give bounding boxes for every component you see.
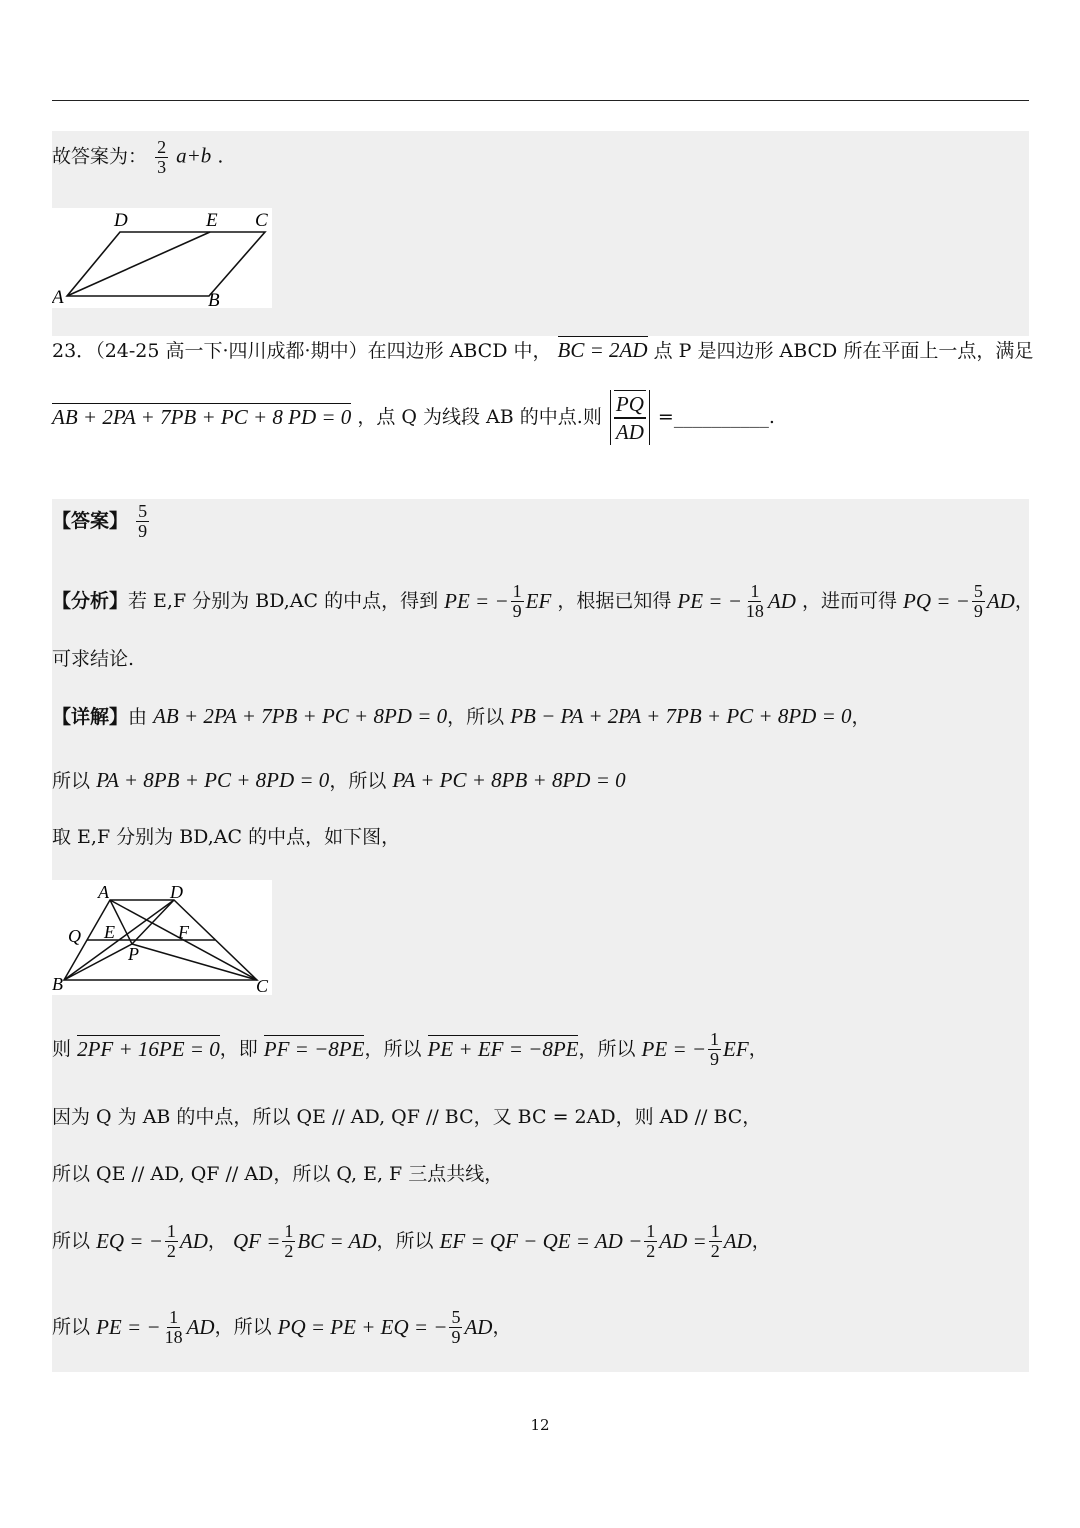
analysis-line1: 【分析】若 E,F 分别为 BD,AC 的中点，得到 PE = − $\frac{1}{9}$ EF ，根据已知得 PE = − $\frac{1}{18}$ AD ，进而可得 PQ = − $\frac{5}{9}$ AD， bbox=[52, 581, 1034, 621]
label-Q: Q bbox=[68, 926, 81, 946]
vector-equation: AB + 2PA + 7PB + PC + 8 PD = 0 bbox=[52, 405, 352, 430]
header-rule bbox=[52, 100, 1029, 101]
label-P: P bbox=[128, 944, 139, 964]
detail-line6: 所以 QE // AD, QF // AD，所以 Q, E, F 三点共线， bbox=[52, 1163, 504, 1185]
parallelogram-figure bbox=[52, 208, 272, 308]
answer-fraction: $\frac{5}{9}$ bbox=[138, 501, 148, 541]
condition-vector: BC = 2AD bbox=[557, 338, 648, 362]
ratio-fraction: $\frac{PQ}{AD}$ bbox=[610, 390, 650, 445]
label-A: A bbox=[98, 882, 109, 902]
detail-line8: 所以 PE = − $\frac{1}{18}$ AD，所以 PQ = PE + EQ = − $\frac{5}{9}$ AD， bbox=[52, 1307, 512, 1347]
label-D: D bbox=[114, 210, 128, 231]
label-E: E bbox=[104, 922, 115, 942]
prev-answer-expr: a+b bbox=[176, 143, 212, 168]
question-23-line2: AB + 2PA + 7PB + PC + 8 PD = 0 ，点 Q 为线段 AB 的中点.则 $\frac{PQ}{AD}$ =__________. bbox=[52, 392, 775, 445]
question-source: （24-25 高一下·四川成都·期中） bbox=[95, 340, 368, 362]
analysis-label: 【分析】 bbox=[52, 589, 129, 612]
analysis-line2: 可求结论. bbox=[52, 648, 135, 670]
detail-line3: 取 E,F 分别为 BD,AC 的中点，如下图， bbox=[52, 826, 401, 848]
detail-line4: 则 2PF + 16PE = 0，即 PF = −8PE，所以 PE + EF = −8PE，所以 PE = − $\frac{1}{9}$ EF， bbox=[52, 1029, 768, 1069]
answer-blank: =__________. bbox=[657, 406, 775, 429]
page-number: 12 bbox=[530, 1416, 550, 1434]
label-E: E bbox=[206, 210, 218, 231]
label-F: F bbox=[178, 922, 189, 942]
label-A: A bbox=[52, 287, 64, 308]
question-number: 23． bbox=[52, 340, 96, 362]
detail-line1: 【详解】由 AB + 2PA + 7PB + PC + 8PD = 0，所以 PB − PA + 2PA + 7PB + PC + 8PD = 0， bbox=[52, 704, 871, 728]
prev-answer-fraction: $\frac{2}{3}$ bbox=[157, 137, 167, 177]
label-C: C bbox=[256, 976, 269, 995]
question-23-line1: 23．（24-25 高一下·四川成都·期中）在四边形 ABCD 中， BC = 2AD 点 P 是四边形 ABCD 所在平面上一点，满足 bbox=[52, 338, 1034, 362]
detail-label: 【详解】 bbox=[52, 706, 129, 728]
label-D: D bbox=[170, 882, 183, 902]
label-B: B bbox=[208, 290, 220, 308]
label-C: C bbox=[255, 210, 268, 231]
answer-line bbox=[52, 502, 151, 541]
detail-line5: 因为 Q 为 AB 的中点，所以 QE // AD, QF // BC，又 BC = 2AD，则 AD // BC， bbox=[52, 1106, 762, 1128]
prev-answer-label: 故答案为： bbox=[52, 145, 148, 168]
label-B: B bbox=[52, 974, 63, 994]
quadrilateral-figure bbox=[52, 880, 272, 995]
answer-label: 【答案】 bbox=[52, 509, 129, 532]
detail-line2: 所以 PA + 8PB + PC + 8PD = 0，所以 PA + PC + 8PB + 8PD = 0 bbox=[52, 768, 626, 792]
detail-line7: 所以 EQ = − $\frac{1}{2}$ AD， QF = $\frac{1}{2}$ BC = AD，所以 EF = QF − QE = AD − $\frac{1}{2}$ AD = $\frac{1}{2}$ AD， bbox=[52, 1221, 771, 1261]
prev-answer-line: 故答案为： $\frac{2}{3}$ a+b . bbox=[52, 137, 224, 177]
